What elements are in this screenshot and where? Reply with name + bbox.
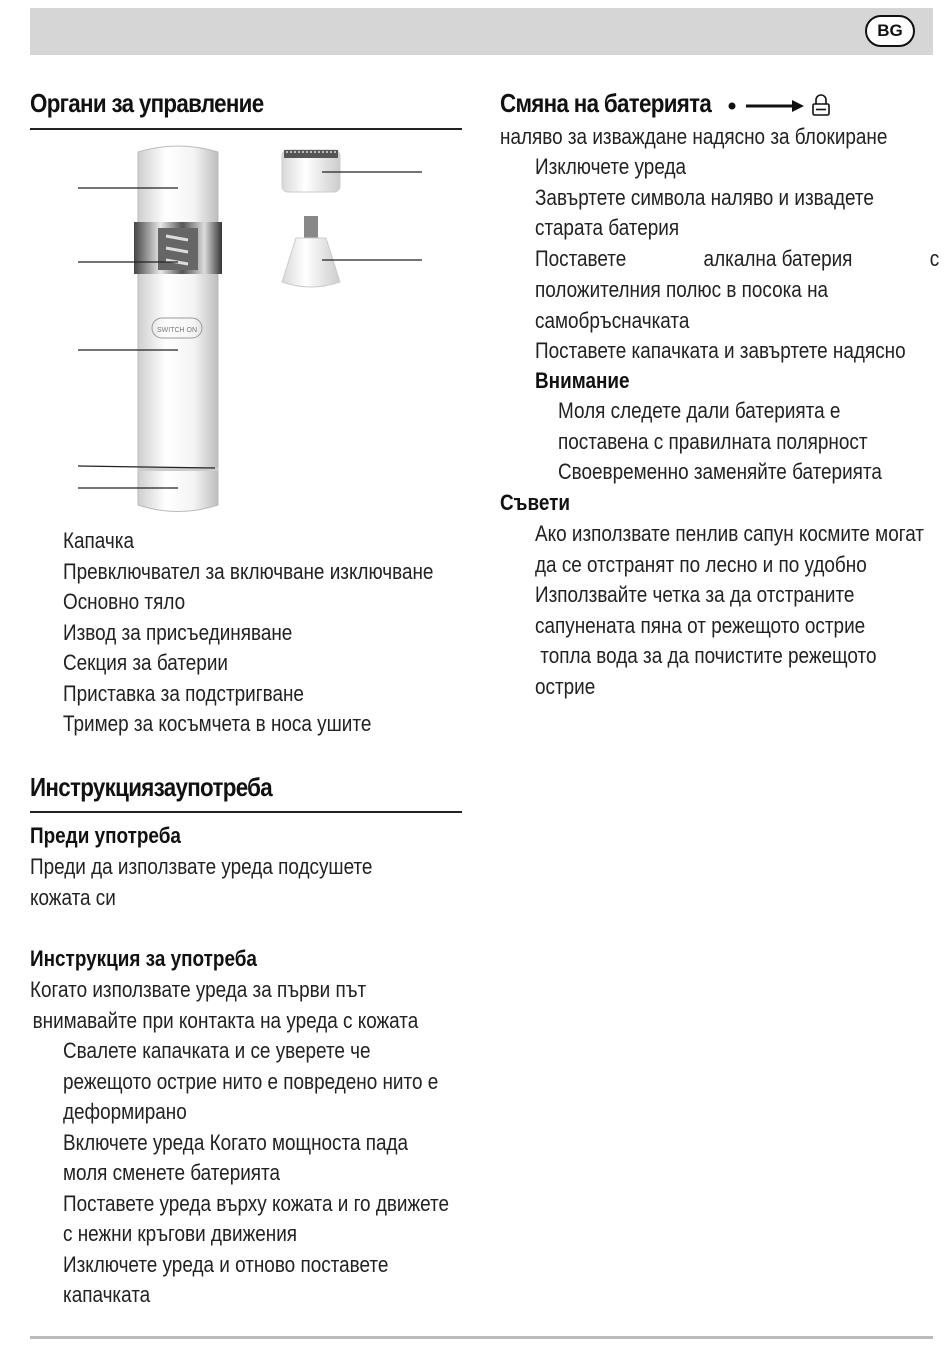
before-use-heading: Преди употреба: [30, 823, 181, 848]
usage-steps: Свалете капачката и се уверете че режещото острие нито е повредено нито е деформирано Включете уреда Когато мощноста пада моля сменете батерията Поставете уреда върху кожата и го движете с нежни кръгови движения Изключете уреда и отново поставете капачката: [63, 1038, 450, 1307]
part-item: Капачка: [63, 528, 134, 553]
battery-steps-continued: положителния полюс в посока на самобръсначката Поставете капачката и завъртете надясно: [535, 277, 906, 363]
battery-lock-symbols: [724, 93, 834, 119]
part-item: Секция за батерии: [63, 650, 228, 675]
instructions-title-rule: [30, 811, 462, 813]
part-item: Превключвател за включване изключване: [63, 558, 434, 584]
trimmer-body: [134, 146, 222, 512]
trimming-attachment: [282, 150, 340, 192]
lock-icon: [813, 95, 829, 115]
language-badge: BG: [865, 15, 915, 47]
unlock-dot-icon: [729, 103, 736, 110]
footer-rule: [30, 1336, 933, 1339]
header-bar: [30, 8, 933, 55]
trimmer-illustration: [60, 140, 440, 520]
part-item: Приставка за подстригване: [63, 680, 304, 706]
part-item: Извод за присъединяване: [63, 619, 293, 645]
tips-heading: Съвети: [500, 490, 571, 515]
battery-title: Смяна на батерията: [500, 88, 712, 118]
controls-title-rule: [30, 128, 462, 130]
part-item: Основно тяло: [63, 589, 186, 614]
part-item: Тример за косъмчета в носа ушите: [63, 711, 372, 736]
warning-heading: Внимание: [535, 368, 630, 393]
battery-steps: Изключете уреда Завъртете символа наляво и извадете старата батерия: [535, 154, 874, 240]
parts-list: [63, 526, 433, 740]
usage-intro: Когато използвате уреда за първи път внимавайте при контакта на уреда с кожата: [30, 977, 419, 1033]
battery-insert-line: Поставете алкална батерия с: [535, 246, 940, 271]
tips-list: Ако използвате пенлив сапун космите могат да се отстранят по лесно и по удобно Използвайте четка за да отстраните сапунената пяна от режещото острие топла вода за да почистите режещото острие: [535, 521, 924, 699]
warning-list: Моля следете дали батерията е поставена с правилната полярност Своевременно заменяйте батерията: [558, 398, 882, 484]
arrow-right-icon: [746, 100, 804, 112]
nose-trimmer-attachment: [282, 216, 340, 287]
usage-heading: Инструкция за употреба: [30, 946, 257, 971]
switch-on-label: SWITCH ON: [156, 327, 198, 334]
before-use-text: Преди да използвате уреда подсушете кожата си: [30, 854, 373, 910]
instructions-title: Инструкциязаупотреба: [30, 772, 273, 802]
leader-lines: [78, 172, 422, 488]
controls-title: Органи за управление: [30, 88, 264, 118]
battery-subtitle: наляво за изваждане надясно за блокиране: [500, 124, 888, 149]
